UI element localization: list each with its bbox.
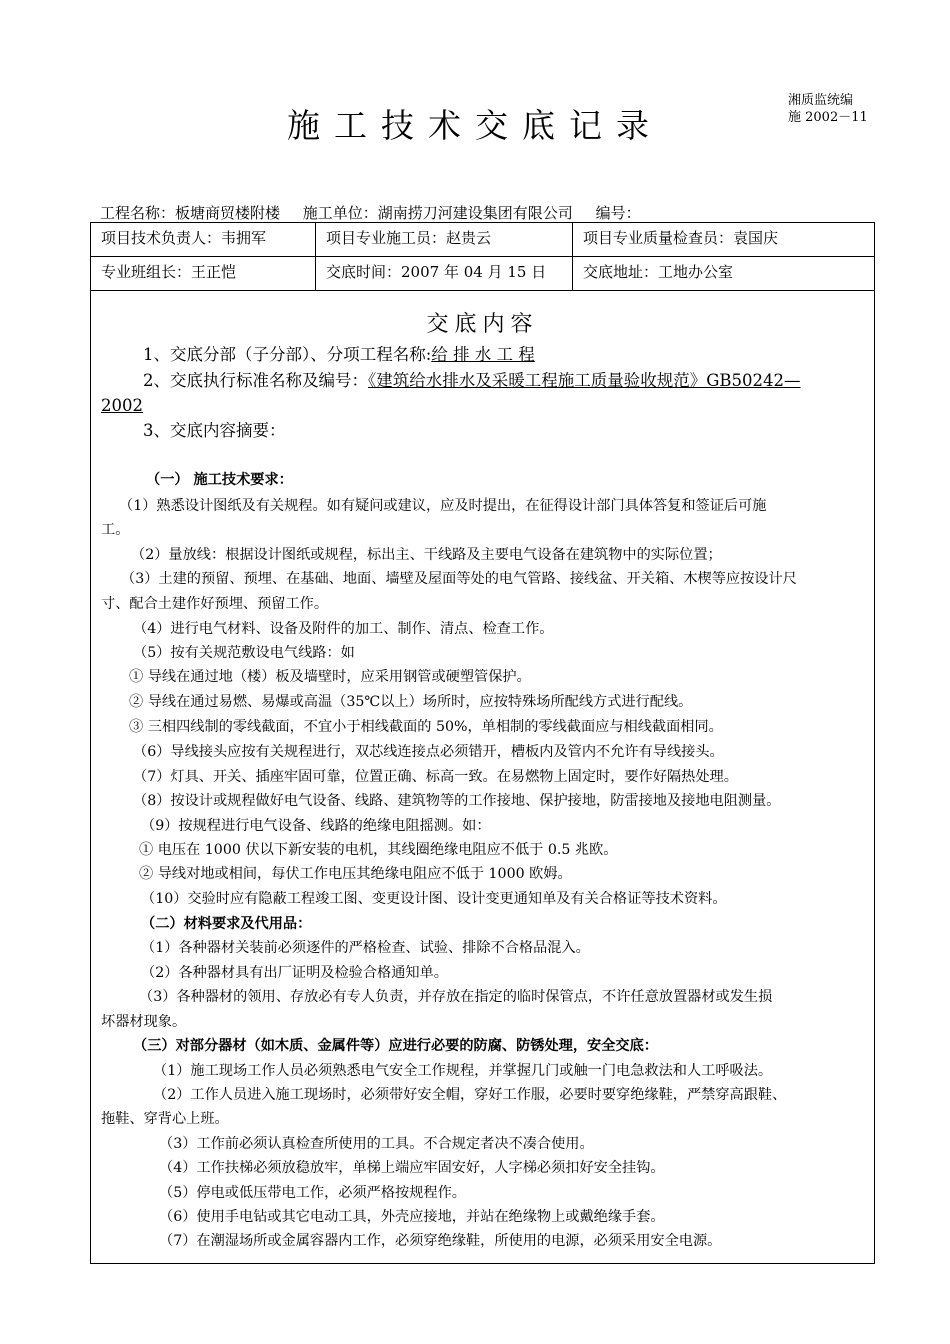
technical-lead: 项目技术负责人：韦拥军 [91,223,316,256]
construction-unit: 施工单位：湖南捞刀河建设集团有限公司 [302,204,573,222]
text-line: （3）工作前必须认真检查所使用的工具。不合规定者决不凑合使用。 [159,1136,594,1152]
briefing-location: 交底地址：工地办公室 [583,263,734,281]
content-title: 交底内容 [426,312,539,337]
document-number: 编号： [595,204,641,222]
section-1-heading: （一） 施工技术要求： [146,472,293,488]
text-line: ③ 三相四线制的零线截面，不宜小于相线截面的 50%，单相制的零线截面应与相线截面相同。 [129,719,723,735]
text-line: （2）量放线：根据设计图纸或规程，标出主、干线路及主要电气设备在建筑物中的实际位置； [131,547,722,563]
text-line: （3）土建的预留、预埋、在基础、地面、墙壁及屋面等处的电气管路、接线盆、开关箱、木楔等应按设计尺 [121,571,797,587]
info-row-2 [91,257,874,291]
site-constructor: 项目专业施工员：赵贵云 [316,223,573,256]
item-3 [91,419,874,443]
briefing-time: 交底时间：2007 年 04 月 15 日 [316,257,573,290]
text-line: （1）施工现场工作人员必须熟悉电气安全工作规程，并掌握几门或触一门电急救法和人工呼吸法。 [153,1063,773,1079]
item-1-value: 给 排 水 工 程 [431,345,535,364]
text-line: 坏器材现象。 [101,1014,187,1030]
text-line: （5）按有关规范敷设电气线路：如 [133,645,355,661]
text-line: （1）各种器材关装前必须逐件的严格检查、试验、排除不合格品混入。 [141,940,590,956]
text-line: （9）按规程进行电气设备、线路的绝缘电阻摇测。如： [141,818,491,834]
form-table [90,222,875,1264]
item-2-continued [91,394,874,418]
form-code-line1: 湘质监统编 [788,93,854,108]
quality-inspector: 项目专业质量检查员：袁国庆 [583,229,779,247]
item-2-value: 《建筑给水排水及采暖工程施工质量验收规范》GB50242— [368,371,801,390]
text-line: （8）按设计或规程做好电气设备、线路、建筑物等的工作接地、保护接地，防雷接地及接地电阻测量。 [133,793,781,809]
project-info-line [100,202,659,223]
text-line: （7）在潮湿场所或金属容器内工作，必须穿绝缘鞋，所使用的电源，必须采用安全电源。 [159,1233,722,1249]
text-line: （1）熟悉设计图纸及有关规程。如有疑问或建议，应及时提出，在征得设计部门具体答复和签证后可施 [119,498,767,514]
form-code-line2: 施 2002－11 [788,110,868,125]
text-line: ① 电压在 1000 伏以下新安装的电机，其线圈绝缘电阻应不低于 0.5 兆欧。 [139,842,618,858]
item-2-label: 2、交底执行标准名称及编号： [143,371,368,390]
text-line: ② 导线对地或相间，每伏工作电压其绝缘电阻应不低于 1000 欧姆。 [139,866,572,882]
text-line: （4）进行电气材料、设备及附件的加工、制作、清点、检查工作。 [133,621,554,637]
text-line: ② 导线在通过易燃、易爆或高温（35℃以上）场所时，应按特殊场所配线方式进行配线。 [129,694,693,710]
text-line: （2）工作人员进入施工现场时，必须带好安全帽，穿好工作服，必要时要穿绝缘鞋，严禁穿高跟鞋、 [153,1087,787,1103]
item-3-label: 3、交底内容摘要： [143,421,286,440]
text-line: （6）使用手电钻或其它电动工具，外壳应接地，并站在绝缘物上或戴绝缘手套。 [159,1209,665,1225]
team-leader: 专业班组长：王正恺 [91,257,316,290]
document-title: 施工技术交底记录 [287,106,663,145]
project-name: 工程名称：板塘商贸楼附楼 [100,204,281,222]
text-line: （10）交验时应有隐蔽工程竣工图、变更设计图、设计变更通知单及有关合格证等技术资料。 [141,891,727,907]
info-row-1 [91,223,874,257]
section-3-heading: （三）对部分器材（如木质、金属件等）应进行必要的防腐、防锈处理，安全交底： [133,1038,658,1054]
item-1-label: 1、交底分部（子分部）、分项工程名称: [143,345,432,364]
text-line: （2）各种器材具有出厂证明及检验合格通知单。 [141,965,448,981]
text-line: 拖鞋、穿背心上班。 [101,1111,229,1127]
item-1 [91,343,874,367]
item-2-value-end: 2002 [101,396,143,415]
text-line: （5）停电或低压带电工作，必须严格按规程作。 [159,1185,466,1201]
text-line: 工。 [101,522,130,538]
section-2-heading: （二）材料要求及代用品： [141,916,312,932]
text-line: ① 导线在通过地（楼）板及墙壁时，应采用钢管或硬塑管保护。 [129,669,531,685]
text-line: 寸、配合土建作好预埋、预留工作。 [101,596,329,612]
item-2 [91,369,874,393]
text-line: （3）各种器材的领用、存放必有专人负责，并存放在指定的临时保管点，不许任意放置器材或发生损 [139,989,773,1005]
text-line: （7）灯具、开关、插座牢固可靠，位置正确、标高一致。在易燃物上固定时，要作好隔热处理。 [133,769,738,785]
text-line: （6）导线接头应按有关规程进行，双芯线连接点必须错开，槽板内及管内不允许有导线接头。 [133,744,724,760]
text-line: （4）工作扶梯必须放稳放牢，单梯上端应牢固安好，人字梯必须扣好安全挂钩。 [159,1160,665,1176]
